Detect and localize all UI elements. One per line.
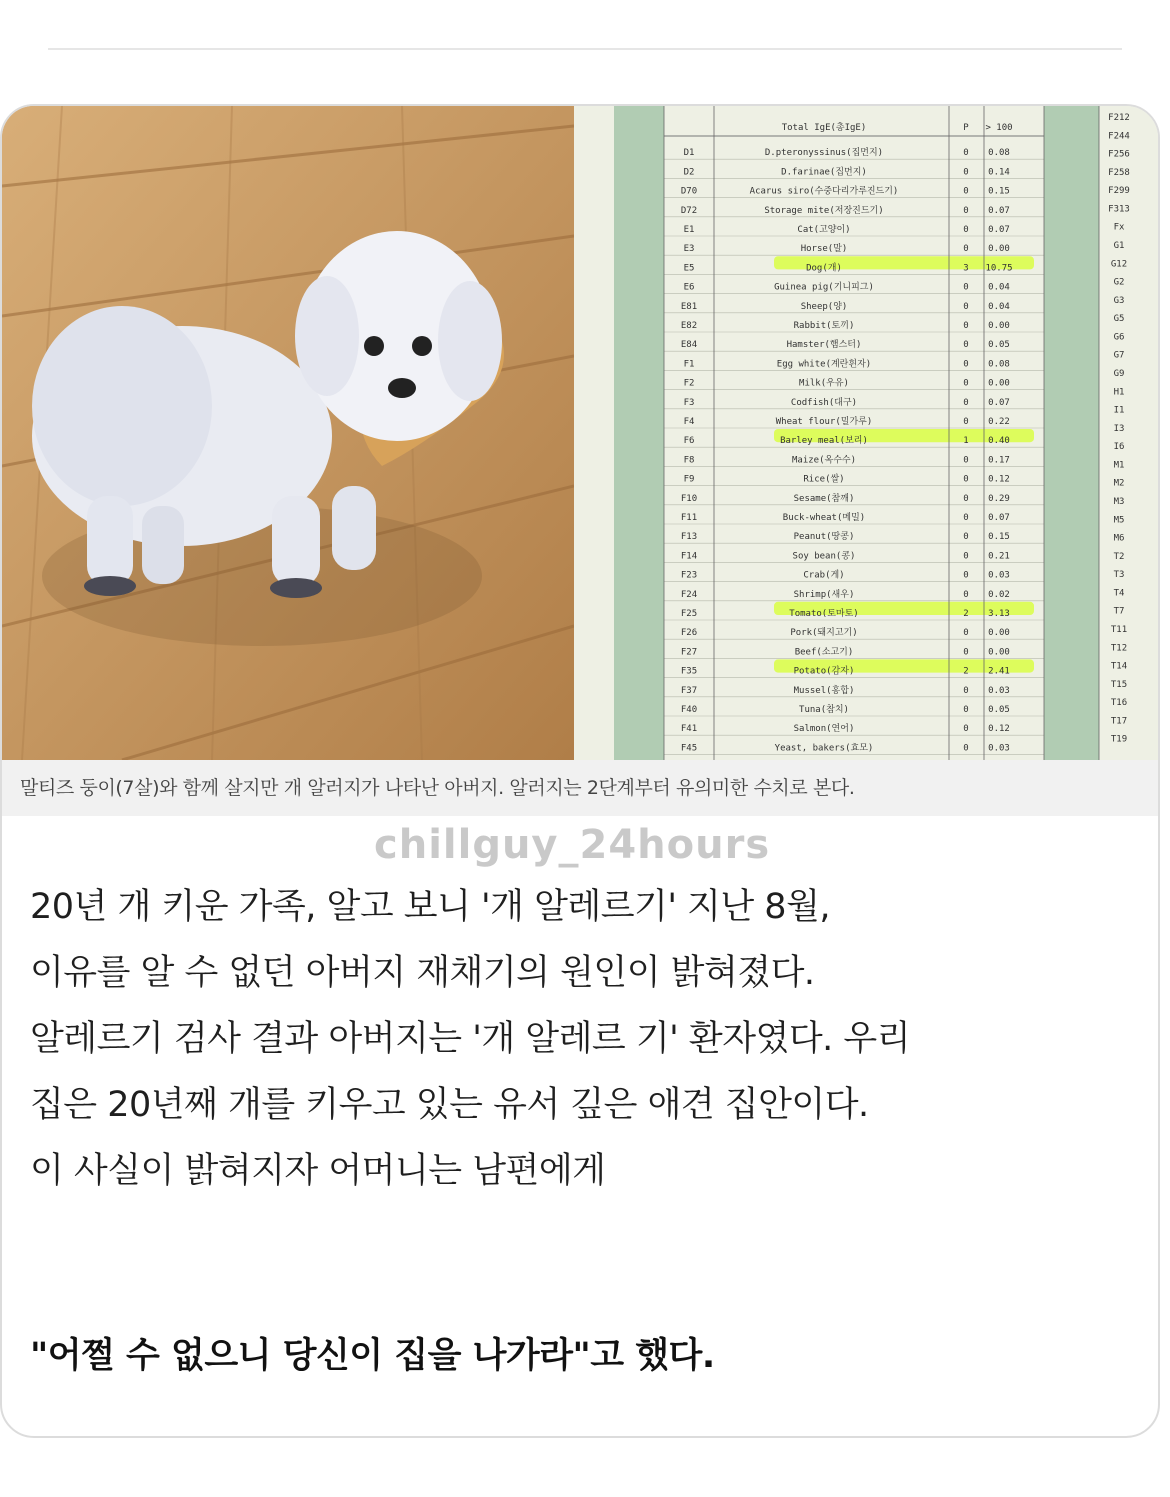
right-allergen-code: H1 [1113,387,1125,398]
allergen-value: 0.07 [988,225,1010,235]
allergen-value: 0.14 [988,167,1010,178]
allergen-code: F3 [683,397,695,408]
right-allergen-code: I6 [1113,442,1125,453]
allergen-value: 0.00 [988,244,1010,255]
allergen-class: 0 [963,685,969,696]
allergen-code: F4 [683,417,695,427]
allergen-class: 0 [963,589,969,600]
right-allergen-code: G7 [1113,350,1125,361]
allergen-class: 0 [963,551,969,562]
allergen-class: 0 [963,570,969,581]
allergen-name: Horse(말) [800,244,848,255]
body-line: 이유를 알 수 없던 아버지 재채기의 원인이 밝혀졌다. [30,953,815,993]
table-header-value: > 100 [985,123,1013,133]
allergen-name: Maize(옥수수) [791,455,857,466]
body-line: 집은 20년째 개를 키우고 있는 유서 깊은 애견 집안이다. [30,1085,869,1125]
right-allergen-code: F313 [1108,204,1130,215]
allergen-class: 0 [963,455,969,466]
allergen-code: F2 [683,378,695,389]
allergen-name: D.farinae(집먼지) [781,167,867,178]
allergen-name: Rice(쌀) [803,474,845,485]
allergen-value: 0.05 [988,340,1010,351]
allergen-value: 0.04 [988,282,1010,293]
allergen-code: F40 [680,705,698,715]
allergen-code: E5 [683,263,695,274]
right-allergen-code: F244 [1108,131,1130,142]
allergen-value: 0.21 [988,551,1010,562]
allergen-class: 2 [963,609,969,619]
allergen-code: F13 [680,532,698,543]
allergen-class: 0 [963,743,969,754]
allergen-class: 0 [963,167,969,178]
allergen-value: 0.03 [988,570,1010,581]
allergen-class: 2 [963,666,969,677]
allergen-value: 2.41 [988,666,1010,677]
allergen-class: 0 [963,724,969,735]
allergen-class: 0 [963,282,969,293]
allergen-name: Codfish(대구) [790,397,858,408]
allergen-name: Hamster(햄스터) [786,340,862,351]
right-allergen-code: M3 [1113,497,1125,507]
right-allergen-code: I1 [1113,405,1125,416]
allergen-name: Shrimp(새우) [793,589,855,600]
allergen-value: 3.13 [988,609,1010,619]
allergen-class: 0 [963,378,969,389]
right-allergen-code: T7 [1113,606,1125,617]
allergen-class: 0 [963,417,969,427]
allergen-name: Milk(우유) [799,378,849,389]
allergen-value: 0.07 [988,513,1010,523]
right-allergen-code: M1 [1113,460,1125,471]
allergy-test-result-photo [574,106,1160,760]
allergen-class: 0 [963,513,969,523]
right-allergen-code: M2 [1113,478,1125,489]
allergen-value: 0.12 [988,724,1010,735]
allergen-code: F24 [680,589,698,600]
allergen-code: F14 [680,551,698,562]
right-allergen-code: T4 [1113,588,1125,599]
allergen-name: Yeast, bakers(효모) [774,743,874,754]
allergen-value: 0.17 [988,455,1010,466]
allergen-value: 0.15 [988,532,1010,543]
right-allergen-code: F212 [1108,113,1130,123]
dog-photo [2,106,574,760]
table-category-column [614,106,664,760]
allergen-value: 0.07 [988,397,1010,408]
allergen-class: 0 [963,474,969,485]
dog-illustration [2,106,574,760]
allergen-value: 10.75 [985,263,1013,274]
allergen-code: E82 [680,321,698,331]
allergen-value: 0.08 [988,359,1010,370]
allergen-code: E1 [683,225,695,235]
body-line: 20년 개 키운 가족, 알고 보니 '개 알레르기' 지난 8월, [30,887,831,927]
allergen-class: 0 [963,321,969,331]
allergen-class: 0 [963,225,969,235]
table-header-name: Total IgE(총IgE) [781,123,867,133]
allergen-name: Rabbit(토끼) [793,321,855,331]
allergen-code: F23 [680,570,698,581]
allergen-class: 0 [963,244,969,255]
table-header-class: P [963,123,969,133]
allergen-value: 0.08 [988,148,1010,159]
allergen-name: Sesame(참깨) [793,493,855,504]
allergen-class: 3 [963,263,969,274]
allergen-class: 0 [963,532,969,543]
table-category-column [1044,106,1099,760]
allergen-class: 0 [963,148,969,159]
allergen-class: 1 [963,436,969,447]
right-allergen-code: T12 [1110,643,1128,654]
photo-row [2,106,1160,760]
right-allergen-code: T17 [1110,716,1128,727]
allergen-name: Dog(개) [806,263,842,274]
allergen-name: Peanut(땅콩) [793,532,855,543]
right-allergen-code: G3 [1113,295,1125,306]
right-allergen-code: G12 [1110,259,1128,270]
allergen-name: Tomato(토마토) [789,609,859,619]
allergen-name: Acarus siro(수중다리가루진드기) [749,186,899,197]
photo-caption: 말티즈 둥이(7살)와 함께 살지만 개 알러지가 나타난 아버지. 알러지는 2단계부터 유의미한 수치로 본다. [2,760,1158,816]
allergen-value: 0.15 [988,186,1010,197]
allergen-value: 0.00 [988,628,1010,639]
right-allergen-code: T14 [1110,661,1128,672]
right-allergen-code: T11 [1110,625,1128,635]
allergen-code: F41 [680,724,698,735]
allergen-code: E81 [680,301,698,312]
right-allergen-code: G9 [1113,369,1125,379]
right-allergen-code: T16 [1110,698,1128,709]
allergen-code: F35 [680,666,698,677]
allergen-code: D2 [683,167,695,178]
allergen-value: 0.00 [988,378,1010,389]
right-allergen-code: F299 [1108,186,1130,197]
allergen-name: Soy bean(콩) [792,551,856,562]
watermark: chillguy_24hours [374,822,771,868]
allergen-code: F6 [683,436,695,447]
allergen-name: Wheat flour(밀가루) [775,417,873,427]
allergen-code: D72 [680,205,698,216]
allergen-code: F26 [680,628,698,639]
right-allergen-code: G1 [1113,241,1125,251]
allergen-value: 0.29 [988,493,1010,504]
allergen-value: 0.07 [988,205,1010,216]
allergy-table [574,106,1160,760]
allergen-name: Pork(돼지고기) [790,628,858,639]
allergen-name: D.pteronyssinus(집먼지) [764,148,884,159]
allergen-name: Cat(고양이) [797,225,851,235]
allergen-class: 0 [963,705,969,715]
allergen-class: 0 [963,359,969,370]
allergen-value: 0.22 [988,417,1010,427]
right-allergen-code: F258 [1108,167,1130,178]
allergen-value: 0.40 [988,436,1010,447]
allergen-value: 0.03 [988,685,1010,696]
allergen-value: 0.05 [988,705,1010,715]
body-line: 알레르기 검사 결과 아버지는 '개 알레르 기' 환자였다. 우리 [30,1019,911,1059]
right-allergen-code: T19 [1110,734,1128,745]
right-allergen-code: T2 [1113,551,1125,562]
allergen-name: Mussel(홍합) [793,685,855,696]
allergen-name: Salmon(연어) [793,724,855,735]
right-allergen-code: F256 [1108,149,1130,160]
allergen-code: E84 [680,340,698,351]
allergen-code: D1 [683,148,695,159]
allergen-code: F10 [680,493,698,504]
post-card [0,104,1160,1438]
right-allergen-code: T15 [1110,679,1128,690]
allergen-code: F1 [683,359,695,370]
allergen-name: Barley meal(보리) [780,436,868,447]
allergen-name: Egg white(계란흰자) [776,359,872,370]
article-body [30,874,1150,1204]
allergen-code: E3 [683,244,695,255]
allergen-name: Storage mite(저장진드기) [764,205,884,216]
body-line: 이 사실이 밝혀지자 어머니는 남편에게 [30,1151,606,1191]
allergen-code: F9 [683,474,695,485]
allergen-code: F45 [680,743,698,754]
right-allergen-code: M5 [1113,515,1125,526]
allergen-class: 0 [963,301,969,312]
allergen-name: Beef(소고기) [794,647,854,658]
allergen-class: 0 [963,628,969,639]
allergen-name: Potato(감자) [793,666,855,677]
allergen-code: E6 [683,282,695,293]
allergen-class: 0 [963,493,969,504]
right-allergen-code: G6 [1113,332,1125,343]
allergen-class: 0 [963,647,969,658]
right-allergen-code: Fx [1113,222,1125,233]
allergen-code: F37 [680,685,698,696]
allergen-name: Buck-wheat(메밀) [782,513,866,523]
allergen-code: F11 [680,513,698,523]
allergen-code: D70 [680,186,698,197]
allergen-name: Tuna(참치) [799,705,849,715]
right-allergen-code: T3 [1113,570,1125,581]
allergen-value: 0.04 [988,301,1010,312]
allergen-class: 0 [963,340,969,351]
allergen-value: 0.12 [988,474,1010,485]
allergen-name: Guinea pig(기니피그) [774,282,874,293]
top-divider [48,48,1122,50]
allergen-value: 0.00 [988,647,1010,658]
allergen-class: 0 [963,186,969,197]
quote-line: "어쩔 수 없으니 당신이 집을 나가라"고 했다. [30,1336,715,1376]
allergen-class: 0 [963,397,969,408]
allergen-value: 0.02 [988,589,1010,600]
allergen-class: 0 [963,205,969,216]
right-allergen-code: G2 [1113,277,1125,288]
allergen-name: Crab(게) [803,570,845,581]
right-allergen-code: G5 [1113,314,1125,325]
right-allergen-code: M6 [1113,533,1125,544]
allergen-code: F25 [680,609,698,619]
allergen-value: 0.00 [988,321,1010,331]
allergen-name: Sheep(양) [800,301,848,312]
right-allergen-code: I3 [1113,423,1125,434]
allergen-value: 0.03 [988,743,1010,754]
allergen-code: F8 [683,455,695,466]
allergen-code: F27 [680,647,698,658]
